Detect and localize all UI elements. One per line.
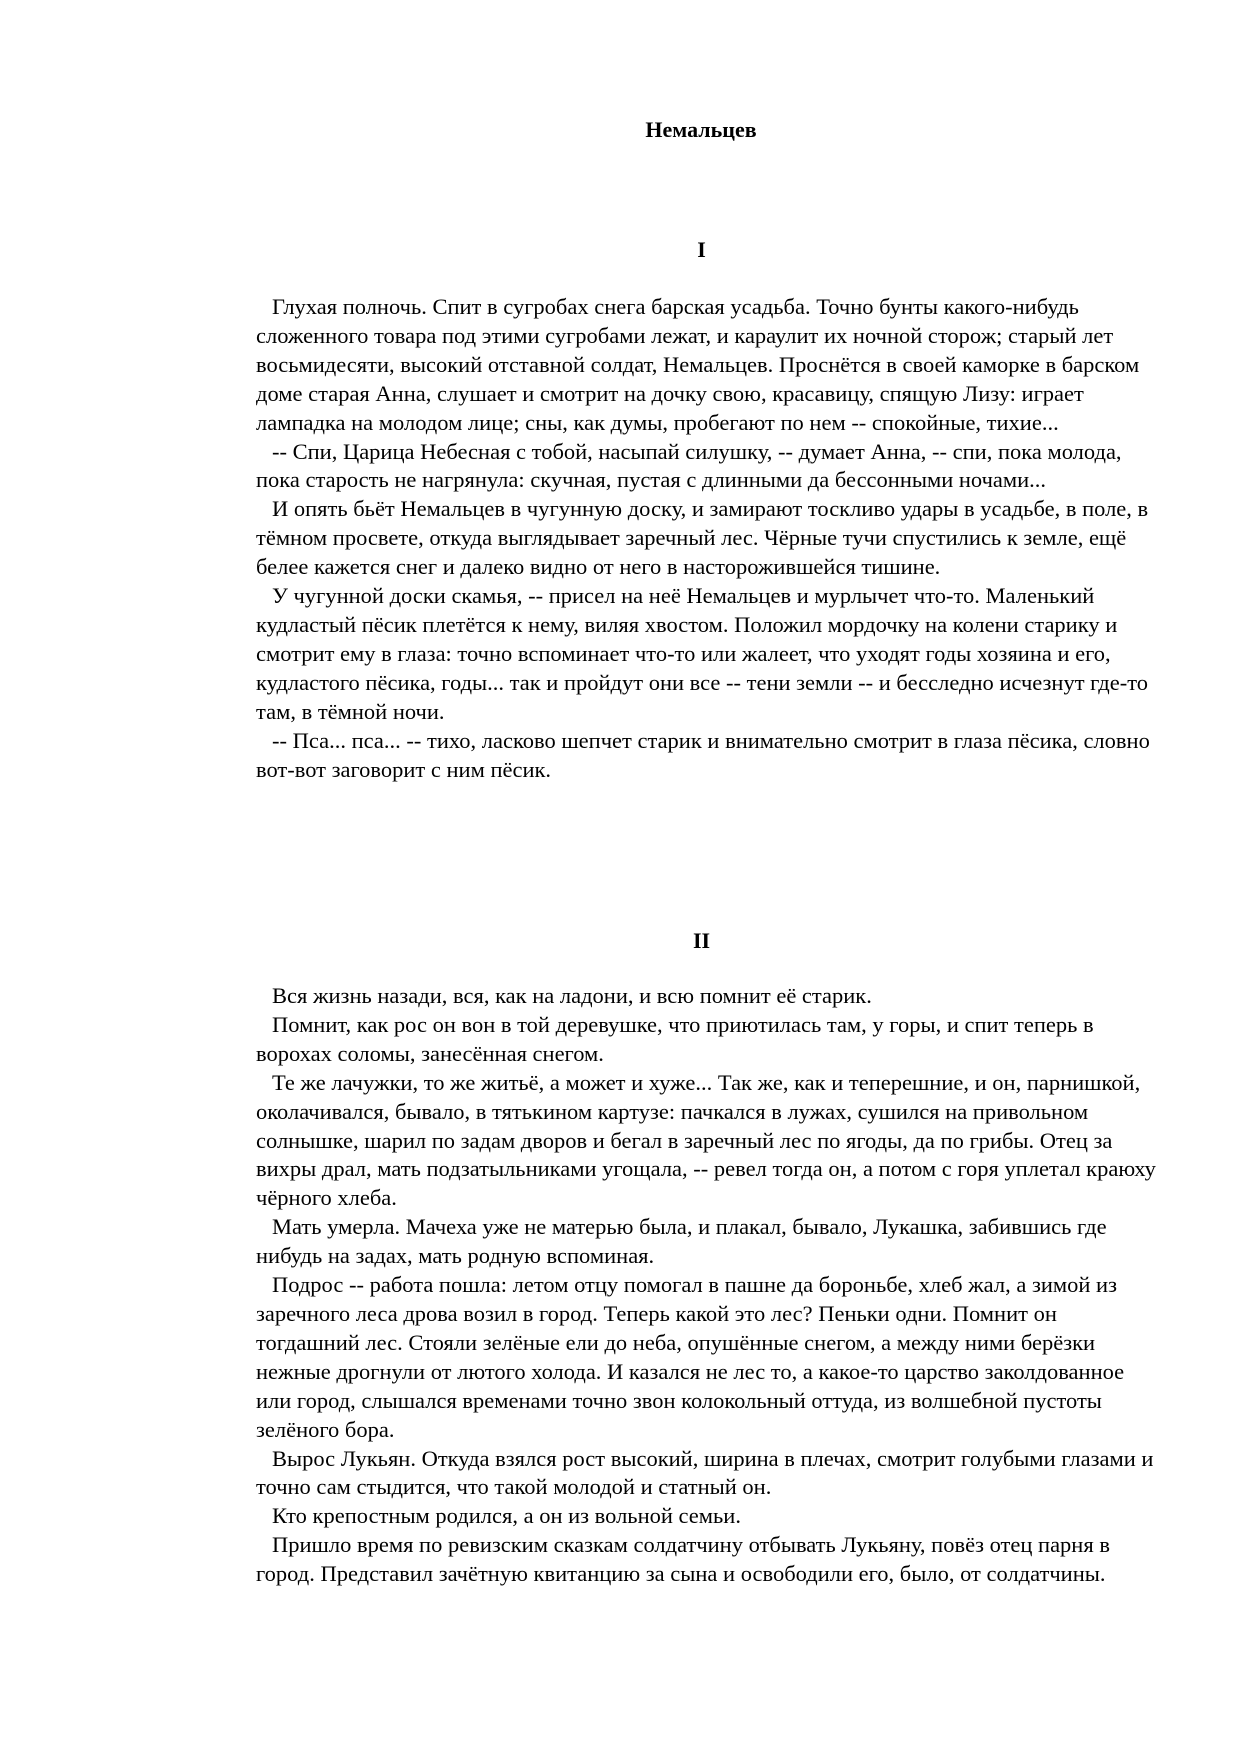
paragraph: И опять бьёт Немальцев в чугунную доску, и замирают тоскливо удары в усадьбе, в поле, в тёмном просвете, откуда выглядывает заречный лес. Чёрные тучи спустились к земле, ещё белее кажется снег и далеко видно от него в насторожившейся тишине.	[256, 496, 1149, 580]
document-title: Немальцев	[645, 117, 757, 142]
paragraph: Помнит, как рос он вон в той деревушке, что приютилась там, у горы, и спит теперь в ворохах соломы, занесённая снегом.	[256, 1011, 1094, 1066]
paragraph: Подрос -- работа пошла: летом отцу помогал в пашне да бороньбе, хлеб жал, а зимой из заречного леса дрова возил в город. Теперь какой это лес? Пеньки одни. Помнит он тогдашний лес. Стояли зелёные ели до неба, опушённые снегом, а между ними берёзки нежные дрогнули от лютого холода. И казался не лес то, а какое-то царство заколдованное или город, слышался временами точно звон колокольный оттуда, из волшебной пустоты зелёного бора.	[256, 1272, 1125, 1442]
chapter-2-body	[256, 982, 1156, 1589]
paragraph: Пришло время по ревизским сказкам солдатчину отбывать Лукьяну, повёз отец парня в город. Представил зачётную квитанцию за сына и освободили его, было, от солдатчины.	[256, 1532, 1110, 1587]
paragraph: Вся жизнь назади, вся, как на ладони, и всю помнит её старик.	[272, 983, 872, 1008]
paragraph: У чугунной доски скамья, -- присел на неё Немальцев и мурлычет что-то. Маленький кудластый пёсик плетётся к нему, виляя хвостом. Положил мордочку на колени старику и смотрит ему в глаза: точно вспоминает что-то или жалеет, что уходят годы хозяина и его, кудластого пёсика, годы... так и пройдут они все -- тени земли -- и бесследно исчезнут где-то там, в тёмной ночи.	[256, 583, 1149, 724]
paragraph: Глухая полночь. Спит в сугробах снега барская усадьба. Точно бунты какого-нибудь сложенного товара под этими сугробами лежат, и караулит их ночной сторож; старый лет восьмидесяти, высокий отставной солдат, Немальцев. Проснётся в своей каморке в барском доме старая Анна, слушает и смотрит на дочку свою, красавицу, спящую Лизу: играет лампадка на молодом лице; сны, как думы, пробегают по нем -- спокойные, тихие...	[256, 294, 1140, 435]
chapter-1-body	[256, 293, 1156, 784]
chapter-1-heading: I	[697, 237, 706, 262]
paragraph: Кто крепостным родился, а он из вольной семьи.	[272, 1503, 741, 1529]
paragraph: Те же лачужки, то же житьё, а может и хуже... Так же, как и теперешние, и он, парнишкой, околачивался, бывало, в тятькином картузе: пачкался в лужах, сушился на привольном солнышке, шарил по задам дворов и бегал в заречный лес по ягоды, да по грибы. Отец за вихры драл, мать подзатыльниками угощала, -- ревел тогда он, а потом с горя уплетал краюху чёрного хлеба.	[256, 1069, 1156, 1211]
paragraph: Мать умерла. Мачеха уже не матерью была, и плакал, бывало, Лукашка, забившись где нибудь на задах, мать родную вспоминая.	[256, 1214, 1107, 1269]
paragraph: -- Спи, Царица Небесная с тобой, насыпай силушку, -- думает Анна, -- спи, пока молода, пока старость не нагрянула: скучная, пустая с длинными да бессонными ночами...	[256, 438, 1122, 493]
chapter-2-heading: II	[692, 928, 711, 953]
paragraph: Вырос Лукьян. Откуда взялся рост высокий, ширина в плечах, смотрит голубыми глазами и точно сам стыдится, что такой молодой и статный он.	[256, 1445, 1154, 1500]
paragraph: -- Пса... пса... -- тихо, ласково шепчет старик и внимательно смотрит в глаза пёсика, словно вот-вот заговорит с ним пёсик.	[256, 727, 1150, 782]
